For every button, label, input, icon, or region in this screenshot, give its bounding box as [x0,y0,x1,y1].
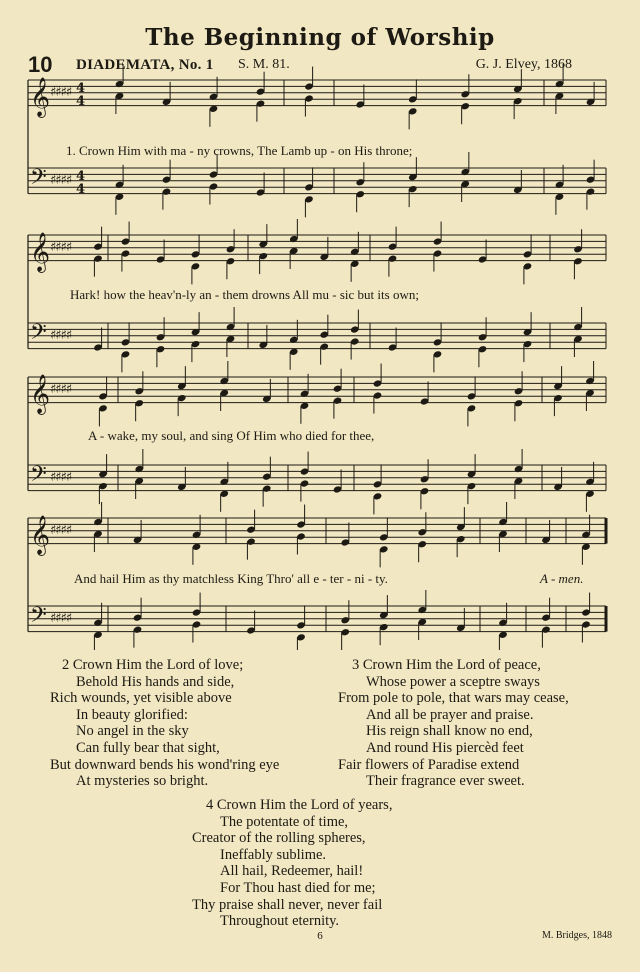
stanza-line: No angel in the sky [76,723,189,740]
lyric-line-3: A - wake, my soul, and sing Of Him who died for thee, [88,428,375,443]
key-signature-icon: ♯♯♯♯ [50,328,72,343]
stanza-line: From pole to pole, that wars may cease, [338,690,569,707]
stanza-line: Can fully bear that sight, [76,739,220,756]
bass-staff [28,449,606,514]
time-signature-icon: 4 [76,94,86,109]
key-signature-icon: ♯♯♯♯ [50,382,72,397]
time-signature-icon: 4 [76,169,86,184]
stanza-line: Ineffably sublime. [220,846,327,863]
key-signature-icon: ♯♯♯♯ [50,611,72,626]
page-number: 6 [317,930,323,942]
stanza-line: Throughout eternity. [220,913,340,930]
key-signature-icon: ♯♯♯♯ [50,240,72,255]
bass-staff [28,152,606,217]
stanza-3 [338,657,569,790]
lyric-line-2: Hark! how the heav'n-ly an - them drowns All mu - sic but its own; [70,287,419,302]
stanza-line: In beauty glorified: [76,706,188,723]
author-credit: M. Bridges, 1848 [542,930,612,941]
stanza-4 [192,797,392,930]
treble-staff [28,502,606,567]
stanza-line: And all be prayer and praise. [366,706,534,723]
treble-clef-icon: 𝄞 [30,232,51,272]
section-title: The Beginning of Worship [145,24,495,51]
stanza-line: Thy praise shall never, never fail [192,896,383,913]
meter: S. M. 81. [238,57,290,72]
treble-clef-icon: 𝄞 [30,77,51,117]
stanza-line: At mysteries so bright. [76,773,209,790]
stanza-line: His reign shall know no end, [366,723,533,740]
key-signature-icon: ♯♯♯♯ [50,173,72,188]
stanza-line: 3 Crown Him the Lord of peace, [352,657,541,673]
stanza-line: 4 Crown Him the Lord of years, [206,797,393,813]
key-signature-icon: ♯♯♯♯ [50,470,72,485]
stanza-line: Behold His hands and side, [76,673,235,690]
system [28,64,606,217]
bass-staff [28,590,606,650]
treble-staff [28,361,606,426]
time-signature-icon: 4 [76,182,86,197]
time-signature-icon: 4 [76,81,86,96]
treble-clef-icon: 𝄞 [30,374,51,414]
bass-clef-icon: 𝄢 [30,165,47,195]
stanza-line: Their fragrance ever sweet. [366,773,525,790]
bass-clef-icon: 𝄢 [30,603,47,633]
bass-clef-icon: 𝄢 [30,462,47,492]
stanza-line: Rich wounds, yet visible above [50,690,232,707]
stanza-line: But downward bends his wond'ring eye [50,756,280,773]
stanza-line: Whose power a sceptre sways [366,673,540,690]
hymn-number: 10 [28,52,53,77]
stanza-2 [50,657,279,790]
stanza-line: For Thou hast died for me; [220,879,376,896]
lyric-line-1: 1. Crown Him with ma - ny crowns, The Lamb up - on His throne; [66,143,413,158]
amen-lyric: A - men. [540,571,584,586]
lyric-line-4: And hail Him as thy matchless King Thro' all e - ter - ni - ty. [74,571,388,586]
stanza-line: Fair flowers of Paradise extend [338,756,520,773]
bass-staff [28,307,606,372]
treble-staff [28,219,606,284]
tune-name: DIADEMATA, No. 1 [76,57,214,73]
stanza-line: Creator of the rolling spheres, [192,830,366,847]
treble-clef-icon: 𝄞 [30,515,51,555]
stanza-line: 2 Crown Him the Lord of love; [62,657,244,673]
treble-staff [28,64,606,129]
stanza-line: And round His piercèd feet [366,739,524,756]
key-signature-icon: ♯♯♯♯ [50,85,72,100]
composer: G. J. Elvey, 1868 [475,57,572,72]
stanza-line: The potentate of time, [220,813,349,830]
key-signature-icon: ♯♯♯♯ [50,523,72,538]
stanza-line: All hail, Redeemer, hail! [220,863,364,880]
bass-clef-icon: 𝄢 [30,320,47,350]
